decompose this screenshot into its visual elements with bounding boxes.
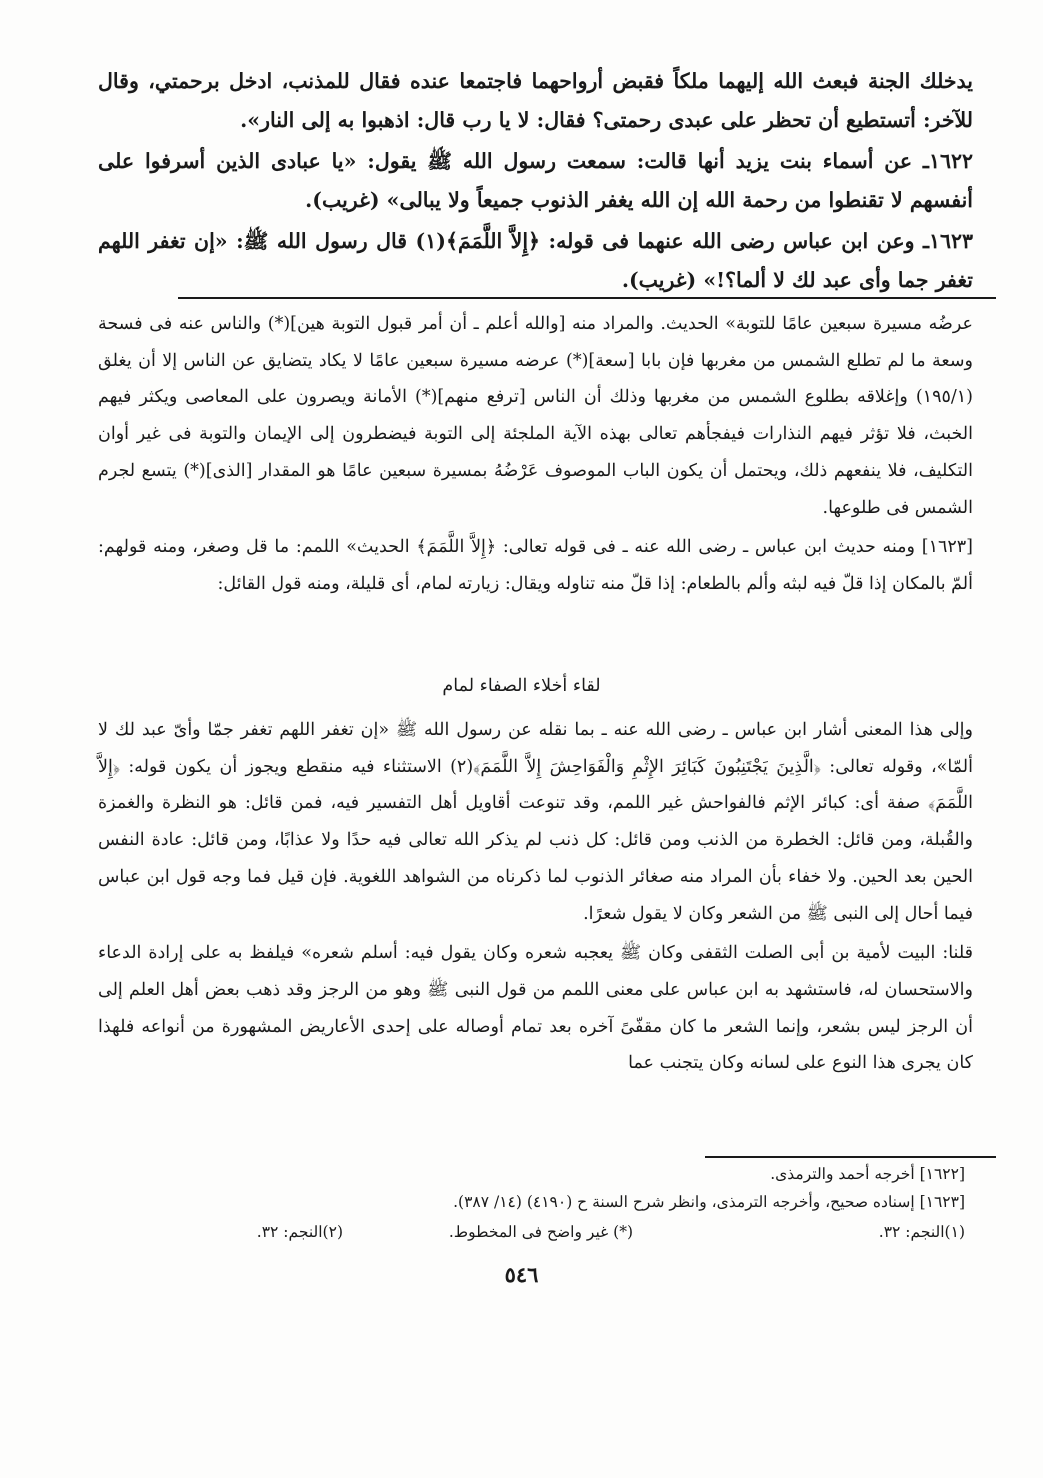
hadith-1623: ١٦٢٣ـ وعن ابن عباس رضى الله عنهما فى قوله: ﴿إِلاَّ اللَّمَمَ﴾(١) قال رسول الله ﷺ: «إن تغفر اللهم تغفر جما وأى عبد لك لا ألما؟!» (غريب). — [98, 229, 973, 292]
footnote-unclear-note: (*) غير واضح فى المخطوط. — [448, 1223, 633, 1241]
commentary-paragraph-1623: [١٦٢٣] ومنه حديث ابن عباس ـ رضى الله عنه ـ فى قوله تعالى: ﴿إِلاَّ اللَّمَمَ﴾ الحديث» اللمم: ما قل وصغر، ومنه قولهم: ألمّ بالمكان إذا قلّ فيه لبثه وألم بالطعام: إذا قلّ منه تناوله ويقال: زيارته لمام، أى قليلة، ومنه قول القائل: — [98, 537, 973, 594]
footnote-divider — [705, 1156, 996, 1158]
hadith-section — [98, 62, 973, 299]
commentary-paragraph-3: وإلى هذا المعنى أشار ابن عباس ـ رضى الله عنه ـ بما نقله عن رسول الله ﷺ «إن تغفر اللهم تغفر جمّا وأىّ عبد لك لا ألمّا»، وقوله تعالى: ﴿الَّذِينَ يَجْتَنِبُونَ كَبَائِرَ الإِثْمِ وَالْفَوَاحِشَ إِلاَّ اللَّمَمَ﴾(٢) الاستثناء فيه منقطع ويجوز أن يكون قوله: ﴿إِلاَّ اللَّمَمَ﴾ صفة أى: كبائر الإثم فالفواحش غير اللمم، وقد تنوعت أقاويل أهل التفسير فيه، فمن قائل: هو النظرة والغمزة والقُبلة، ومن قائل: الخطرة من الذنب ومن قائل: كل ذنب لم يذكر الله تعالى فيه حدًا ولا عذابًا، ومن قائل: عادة النفس الحين بعد الحين. ولا خفاء بأن المراد منه صغائر الذنوب لما ذكرناه من الشواهد اللغوية. فإن قيل فما وجه قول ابن عباس فيما أحال إلى النبى ﷺ من الشعر وكان لا يقول شعرًا. — [98, 720, 973, 924]
footnote-1623: [١٦٢٣] إسناده صحيح، وأخرجه الترمذى، وانظر شرح السنة ح (٤١٩٠) (١٤/ ٣٨٧). — [453, 1193, 965, 1211]
footnote-note-1: (١)النجم: ٣٢. — [878, 1223, 965, 1241]
page-number: ٥٤٦ — [504, 1262, 539, 1287]
hadith-paragraph-continued: يدخلك الجنة فبعث الله إليهما ملكاً فقبض أرواحهما فاجتمعا عنده فقال للمذنب، ادخل برحمتي، وقال للآخر: أتستطيع أن تحظر على عبدى رحمتى؟ فقال: لا يا رب قال: اذهبوا به إلى النار». — [98, 69, 973, 132]
commentary-paragraph-4: قلنا: البيت لأمية بن أبى الصلت الثقفى وكان ﷺ يعجبه شعره وكان يقول فيه: أسلم شعره» فيلفظ به على إرادة الدعاء والاستحسان له، فاستشهد به ابن عباس على معنى اللمم من قول النبى ﷺ وهو من الرجز وقد ذهب بعض أهل العلم إلى أن الرجز ليس بشعر، وإنما الشعر ما كان مقفّىً آخره بعد تمام أوصاله على إحدى الأعاريض المشهورة من أنواعه فلهذا كان يجرى هذا النوع على لسانه وكان يتجنب عما — [98, 943, 973, 1074]
section-divider — [178, 297, 996, 299]
commentary-paragraph-1: عرضُه مسيرة سبعين عامًا للتوبة» الحديث. والمراد منه [والله أعلم ـ أن أمر قبول التوبة هين](*) والناس عنه فى فسحة وسعة ما لم تطلع الشمس من مغربها فإن بابا [سعة](*) عرضه مسيرة سبعين عامًا لا يكاد يتضايق عن الناس إلا أن يغلق (١٩٥/١) وإغلاقه بطلوع الشمس من مغربها وذلك أن الناس [ترفع منهم](*) الأمانة ويصرون على المعاصى ويكثر فيهم الخبث، فلا تؤثر فيهم النذارات فيفجأهم تعالى بهذه الآية الملجئة إلى التوبة فيضطرون إلى الإيمان والتوبة فى غير أوان التكليف، فلا ينفعهم ذلك، ويحتمل أن يكون الباب الموصوف عَرْضُهُ بمسيرة سبعين عامًا هو المقدار [الذى](*) يتسع لجرم الشمس فى طلوعها. — [98, 314, 973, 518]
commentary-section — [98, 306, 973, 603]
hadith-1622: ١٦٢٢ـ عن أسماء بنت يزيد أنها قالت: سمعت رسول الله ﷺ يقول: «يا عبادى الذين أسرفوا على أنفسهم لا تقنطوا من رحمة الله إن الله يغفر الذنوب جميعاً ولا يبالى» (غريب). — [98, 149, 973, 212]
poem-verse: لقاء أخلاء الصفاء لمام — [442, 676, 601, 696]
footnote-1622: [١٦٢٢] أخرجه أحمد والترمذى. — [770, 1165, 965, 1183]
footnote-note-2: (٢)النجم: ٣٢. — [256, 1223, 343, 1241]
commentary-section-continued — [98, 712, 973, 1082]
